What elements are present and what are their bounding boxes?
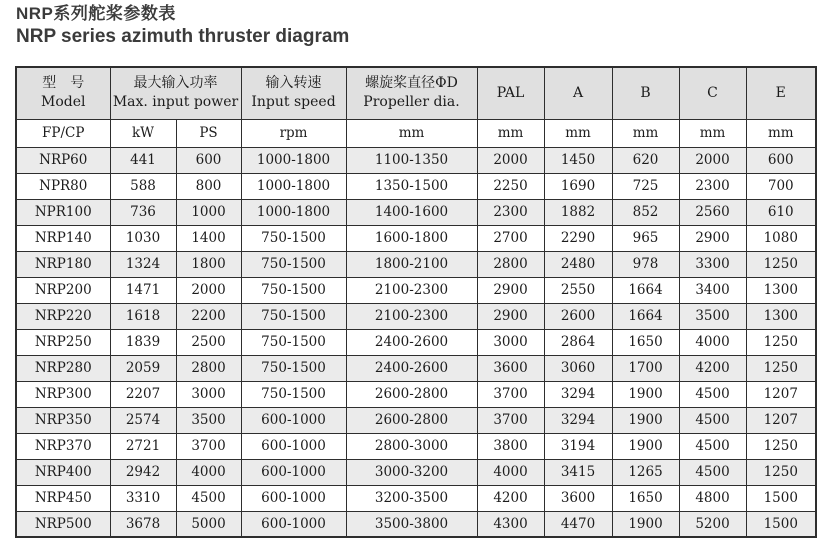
value-cell: 2600-2800 xyxy=(346,407,477,433)
value-cell: 1839 xyxy=(110,329,176,355)
value-cell: 1882 xyxy=(544,199,612,225)
value-cell: 1207 xyxy=(746,381,816,407)
value-cell: 4500 xyxy=(679,407,746,433)
value-cell: 5200 xyxy=(679,511,746,537)
value-cell: 4500 xyxy=(679,433,746,459)
value-cell: 2250 xyxy=(477,173,544,199)
column-header-zh: 螺旋桨直径ΦD xyxy=(365,75,458,92)
units-cell: kW xyxy=(110,119,176,147)
units-cell: mm xyxy=(679,119,746,147)
value-cell: 4470 xyxy=(544,511,612,537)
value-cell: 2900 xyxy=(477,303,544,329)
value-cell: 1450 xyxy=(544,147,612,173)
value-cell: 978 xyxy=(612,251,679,277)
table-row xyxy=(16,433,816,459)
units-cell: PS xyxy=(176,119,241,147)
value-cell: 4500 xyxy=(176,485,241,511)
value-cell: 600-1000 xyxy=(241,511,346,537)
table-row xyxy=(16,225,816,251)
value-cell: 2000 xyxy=(176,277,241,303)
value-cell: 3678 xyxy=(110,511,176,537)
column-header-en: Input speed xyxy=(251,94,336,111)
value-cell: 2480 xyxy=(544,251,612,277)
value-cell: 750-1500 xyxy=(241,225,346,251)
value-cell: 750-1500 xyxy=(241,329,346,355)
value-cell: 1900 xyxy=(612,381,679,407)
value-cell: 2100-2300 xyxy=(346,277,477,303)
value-cell: 1690 xyxy=(544,173,612,199)
table-row xyxy=(16,173,816,199)
column-header-b: B xyxy=(612,67,679,119)
column-header-en: Model xyxy=(41,94,86,111)
value-cell: 1000 xyxy=(176,199,241,225)
title-block xyxy=(0,0,830,49)
value-cell: 5000 xyxy=(176,511,241,537)
value-cell: 1324 xyxy=(110,251,176,277)
value-cell: 600-1000 xyxy=(241,433,346,459)
value-cell: 4000 xyxy=(679,329,746,355)
table-row xyxy=(16,277,816,303)
column-header-en: Max. input power xyxy=(112,94,239,111)
value-cell: 2700 xyxy=(477,225,544,251)
table-body xyxy=(16,147,816,537)
column-header-c: C xyxy=(679,67,746,119)
value-cell: 2400-2600 xyxy=(346,355,477,381)
table-row xyxy=(16,381,816,407)
units-cell: mm xyxy=(746,119,816,147)
table-row xyxy=(16,459,816,485)
parameters-table xyxy=(15,66,817,538)
value-cell: 3000-3200 xyxy=(346,459,477,485)
value-cell: 700 xyxy=(746,173,816,199)
value-cell: 600-1000 xyxy=(241,459,346,485)
value-cell: 2550 xyxy=(544,277,612,303)
value-cell: 3500 xyxy=(679,303,746,329)
value-cell: 3415 xyxy=(544,459,612,485)
value-cell: 2600-2800 xyxy=(346,381,477,407)
value-cell: 2721 xyxy=(110,433,176,459)
model-cell: NRP140 xyxy=(16,225,110,251)
value-cell: 3294 xyxy=(544,381,612,407)
model-cell: NRP400 xyxy=(16,459,110,485)
value-cell: 1000-1800 xyxy=(241,147,346,173)
column-header-max-input-power xyxy=(110,67,241,119)
value-cell: 1900 xyxy=(612,511,679,537)
table-row xyxy=(16,329,816,355)
value-cell: 600-1000 xyxy=(241,407,346,433)
value-cell: 1400 xyxy=(176,225,241,251)
value-cell: 1500 xyxy=(746,511,816,537)
value-cell: 1900 xyxy=(612,433,679,459)
value-cell: 2900 xyxy=(477,277,544,303)
value-cell: 3200-3500 xyxy=(346,485,477,511)
value-cell: 2400-2600 xyxy=(346,329,477,355)
table-header-row xyxy=(16,67,816,119)
value-cell: 1350-1500 xyxy=(346,173,477,199)
value-cell: 1250 xyxy=(746,329,816,355)
model-cell: NRP350 xyxy=(16,407,110,433)
model-cell: NPR100 xyxy=(16,199,110,225)
table-row xyxy=(16,485,816,511)
value-cell: 2800 xyxy=(477,251,544,277)
value-cell: 1100-1350 xyxy=(346,147,477,173)
units-cell: mm xyxy=(544,119,612,147)
value-cell: 1800-2100 xyxy=(346,251,477,277)
value-cell: 4200 xyxy=(679,355,746,381)
value-cell: 736 xyxy=(110,199,176,225)
value-cell: 4000 xyxy=(176,459,241,485)
page-title-zh: NRP系列舵桨参数表 xyxy=(16,4,176,23)
value-cell: 1700 xyxy=(612,355,679,381)
column-header-zh: 输入转速 xyxy=(265,75,322,92)
value-cell: 3600 xyxy=(544,485,612,511)
value-cell: 3294 xyxy=(544,407,612,433)
column-header-input-speed xyxy=(241,67,346,119)
value-cell: 2500 xyxy=(176,329,241,355)
value-cell: 750-1500 xyxy=(241,303,346,329)
value-cell: 1250 xyxy=(746,251,816,277)
value-cell: 1000-1800 xyxy=(241,199,346,225)
value-cell: 3310 xyxy=(110,485,176,511)
value-cell: 4800 xyxy=(679,485,746,511)
value-cell: 1900 xyxy=(612,407,679,433)
units-cell: rpm xyxy=(241,119,346,147)
value-cell: 1250 xyxy=(746,355,816,381)
page-title-en: NRP series azimuth thruster diagram xyxy=(16,26,350,47)
value-cell: 2900 xyxy=(679,225,746,251)
value-cell: 600-1000 xyxy=(241,485,346,511)
value-cell: 2300 xyxy=(477,199,544,225)
value-cell: 3000 xyxy=(477,329,544,355)
value-cell: 1650 xyxy=(612,485,679,511)
value-cell: 3700 xyxy=(477,381,544,407)
value-cell: 1800 xyxy=(176,251,241,277)
value-cell: 2560 xyxy=(679,199,746,225)
value-cell: 1250 xyxy=(746,459,816,485)
value-cell: 610 xyxy=(746,199,816,225)
value-cell: 1500 xyxy=(746,485,816,511)
value-cell: 750-1500 xyxy=(241,277,346,303)
table-row xyxy=(16,251,816,277)
value-cell: 4200 xyxy=(477,485,544,511)
model-cell: NRP250 xyxy=(16,329,110,355)
value-cell: 3500 xyxy=(176,407,241,433)
column-header-model xyxy=(16,67,110,119)
model-cell: NRP500 xyxy=(16,511,110,537)
value-cell: 1600-1800 xyxy=(346,225,477,251)
value-cell: 2300 xyxy=(679,173,746,199)
value-cell: 1300 xyxy=(746,277,816,303)
column-header-en: Propeller dia. xyxy=(363,94,460,111)
model-cell: NRP180 xyxy=(16,251,110,277)
value-cell: 3700 xyxy=(477,407,544,433)
value-cell: 2864 xyxy=(544,329,612,355)
value-cell: 1664 xyxy=(612,277,679,303)
value-cell: 2574 xyxy=(110,407,176,433)
value-cell: 4500 xyxy=(679,381,746,407)
table-head xyxy=(16,67,816,147)
value-cell: 750-1500 xyxy=(241,381,346,407)
value-cell: 3700 xyxy=(176,433,241,459)
units-cell: mm xyxy=(612,119,679,147)
value-cell: 3800 xyxy=(477,433,544,459)
value-cell: 725 xyxy=(612,173,679,199)
value-cell: 3000 xyxy=(176,381,241,407)
value-cell: 3300 xyxy=(679,251,746,277)
value-cell: 1664 xyxy=(612,303,679,329)
value-cell: 2800 xyxy=(176,355,241,381)
value-cell: 800 xyxy=(176,173,241,199)
model-cell: NRP370 xyxy=(16,433,110,459)
value-cell: 3600 xyxy=(477,355,544,381)
value-cell: 4500 xyxy=(679,459,746,485)
value-cell: 1250 xyxy=(746,433,816,459)
value-cell: 4000 xyxy=(477,459,544,485)
model-cell: NRP220 xyxy=(16,303,110,329)
value-cell: 2200 xyxy=(176,303,241,329)
column-header-propeller-dia- xyxy=(346,67,477,119)
table-row xyxy=(16,407,816,433)
model-cell: NRP280 xyxy=(16,355,110,381)
value-cell: 1618 xyxy=(110,303,176,329)
value-cell: 588 xyxy=(110,173,176,199)
value-cell: 1030 xyxy=(110,225,176,251)
column-header-zh: 最大输入功率 xyxy=(133,75,218,92)
value-cell: 2600 xyxy=(544,303,612,329)
value-cell: 4300 xyxy=(477,511,544,537)
value-cell: 1265 xyxy=(612,459,679,485)
column-header-e: E xyxy=(746,67,816,119)
value-cell: 3060 xyxy=(544,355,612,381)
value-cell: 2059 xyxy=(110,355,176,381)
value-cell: 1471 xyxy=(110,277,176,303)
units-model-cell: FP/CP xyxy=(16,119,110,147)
value-cell: 2000 xyxy=(679,147,746,173)
units-row xyxy=(16,119,816,147)
value-cell: 750-1500 xyxy=(241,251,346,277)
value-cell: 3400 xyxy=(679,277,746,303)
model-cell: NRP300 xyxy=(16,381,110,407)
value-cell: 3194 xyxy=(544,433,612,459)
value-cell: 620 xyxy=(612,147,679,173)
value-cell: 2290 xyxy=(544,225,612,251)
model-cell: NRP200 xyxy=(16,277,110,303)
value-cell: 1400-1600 xyxy=(346,199,477,225)
value-cell: 3500-3800 xyxy=(346,511,477,537)
value-cell: 441 xyxy=(110,147,176,173)
value-cell: 1650 xyxy=(612,329,679,355)
value-cell: 600 xyxy=(176,147,241,173)
model-cell: NPR80 xyxy=(16,173,110,199)
table-row xyxy=(16,147,816,173)
model-cell: NRP60 xyxy=(16,147,110,173)
table-row xyxy=(16,303,816,329)
column-header-a: A xyxy=(544,67,612,119)
value-cell: 600 xyxy=(746,147,816,173)
value-cell: 2207 xyxy=(110,381,176,407)
column-header-pal: PAL xyxy=(477,67,544,119)
value-cell: 852 xyxy=(612,199,679,225)
value-cell: 2100-2300 xyxy=(346,303,477,329)
value-cell: 2000 xyxy=(477,147,544,173)
value-cell: 1207 xyxy=(746,407,816,433)
value-cell: 750-1500 xyxy=(241,355,346,381)
value-cell: 1080 xyxy=(746,225,816,251)
model-cell: NRP450 xyxy=(16,485,110,511)
value-cell: 1000-1800 xyxy=(241,173,346,199)
table-row xyxy=(16,511,816,537)
column-header-zh: 型 号 xyxy=(42,75,85,92)
value-cell: 1300 xyxy=(746,303,816,329)
units-cell: mm xyxy=(346,119,477,147)
value-cell: 2800-3000 xyxy=(346,433,477,459)
table-row xyxy=(16,355,816,381)
table-row xyxy=(16,199,816,225)
value-cell: 965 xyxy=(612,225,679,251)
units-cell: mm xyxy=(477,119,544,147)
value-cell: 2942 xyxy=(110,459,176,485)
